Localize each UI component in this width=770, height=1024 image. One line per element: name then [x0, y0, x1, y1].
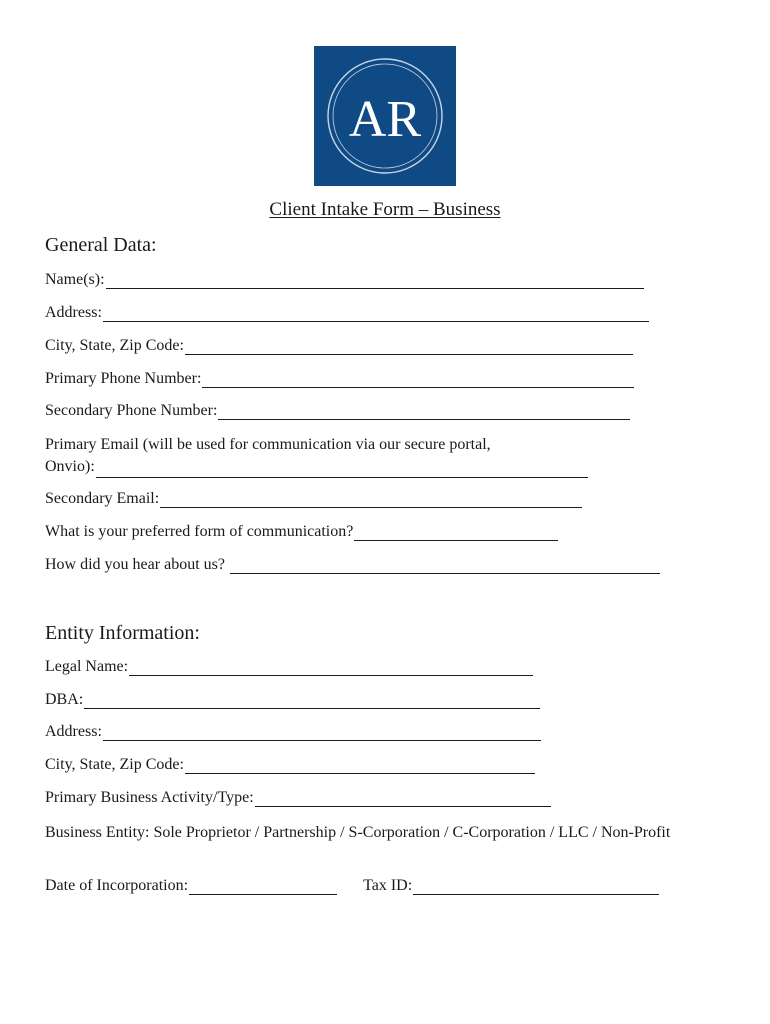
names-field[interactable] [106, 274, 644, 289]
business-activity-label: Primary Business Activity/Type: [45, 789, 254, 806]
referral-source-row [45, 556, 660, 574]
primary-email-field[interactable] [96, 463, 588, 478]
primary-email-label-cont: Onvio): [45, 458, 95, 475]
address-label: Address: [45, 304, 102, 321]
incorporation-date-field[interactable] [189, 880, 337, 895]
referral-source-label: How did you hear about us? [45, 556, 229, 573]
primary-email-label: Primary Email (will be used for communication via our secure portal, [45, 436, 491, 453]
business-entity-type-row [45, 822, 705, 844]
secondary-email-row [45, 490, 582, 508]
primary-phone-field[interactable] [202, 373, 634, 388]
logo-text: AR [348, 91, 422, 148]
incorporation-date-label: Date of Incorporation: [45, 877, 189, 894]
logo-seal-icon [314, 46, 456, 186]
city-state-zip-label: City, State, Zip Code: [45, 337, 184, 354]
business-activity-row [45, 789, 551, 807]
secondary-phone-row [45, 402, 630, 420]
legal-name-field[interactable] [129, 661, 533, 676]
entity-city-state-zip-field[interactable] [185, 759, 535, 774]
legal-name-row [45, 658, 533, 676]
dba-label: DBA: [45, 691, 84, 708]
general-data-heading: General Data: [45, 234, 157, 256]
entity-address-row [45, 723, 541, 741]
legal-name-label: Legal Name: [45, 658, 129, 675]
referral-source-field[interactable] [230, 559, 660, 574]
entity-information-heading: Entity Information: [45, 622, 200, 644]
dba-row [45, 691, 540, 709]
address-row [45, 304, 649, 322]
address-field[interactable] [103, 307, 649, 322]
city-state-zip-field[interactable] [185, 340, 633, 355]
business-entity-type-label: Business Entity: Sole Proprietor / Partnership / S-Corporation / C-Corporation / LLC / Non-Profit [45, 824, 671, 841]
tax-id-field[interactable] [413, 880, 659, 895]
primary-email-row [45, 434, 705, 478]
preferred-communication-label: What is your preferred form of communication? [45, 523, 354, 540]
primary-phone-row [45, 370, 634, 388]
form-title: Client Intake Form – Business [269, 199, 501, 220]
entity-city-state-zip-label: City, State, Zip Code: [45, 756, 184, 773]
incorporation-row [45, 877, 659, 895]
city-state-zip-row [45, 337, 633, 355]
secondary-phone-label: Secondary Phone Number: [45, 402, 218, 419]
tax-id-label: Tax ID: [363, 877, 413, 894]
primary-phone-label: Primary Phone Number: [45, 370, 202, 387]
preferred-communication-row [45, 523, 558, 541]
dba-field[interactable] [84, 694, 540, 709]
entity-address-label: Address: [45, 723, 102, 740]
secondary-email-field[interactable] [160, 493, 582, 508]
secondary-phone-field[interactable] [218, 405, 630, 420]
entity-address-field[interactable] [103, 726, 541, 741]
names-row [45, 271, 644, 289]
business-activity-field[interactable] [255, 792, 551, 807]
company-logo [314, 46, 456, 186]
preferred-communication-field[interactable] [354, 526, 558, 541]
names-label: Name(s): [45, 271, 105, 288]
secondary-email-label: Secondary Email: [45, 490, 160, 507]
entity-city-state-zip-row [45, 756, 535, 774]
